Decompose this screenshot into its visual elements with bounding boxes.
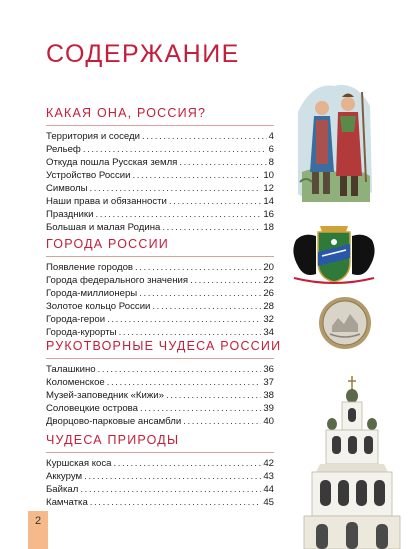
dot-leader [139,287,261,300]
toc-entry-page: 8 [268,157,274,168]
toc-entry-page: 26 [263,288,274,299]
section-heading: ГОРОДА РОССИИ [46,237,274,257]
toc-entry-title: Золотое кольцо России [46,301,151,312]
toc-entry [46,389,274,402]
dot-leader [95,208,261,221]
toc-entry [46,415,274,428]
toc-entry-page: 14 [263,196,274,207]
dot-leader [107,313,261,326]
toc-entry [46,300,274,313]
toc-entry-title: Байкал [46,484,79,495]
toc-entry [46,261,274,274]
toc-entry-page: 16 [263,209,274,220]
dot-leader [135,261,261,274]
toc-entry-title: Коломенское [46,377,105,388]
dot-leader [142,130,267,143]
toc-entry-page: 34 [263,327,274,338]
toc-entry-page: 22 [263,275,274,286]
toc-entry-page: 6 [268,144,274,155]
dot-leader [113,457,261,470]
toc-entry-title: Дворцово-парковые ансамбли [46,416,182,427]
toc-entry-title: Праздники [46,209,94,220]
toc-section-russia [46,106,274,234]
dot-leader [183,415,261,428]
toc-entry-title: Территория и соседи [46,131,141,142]
toc-entry-title: Наши права и обязанности [46,196,167,207]
toc-entry [46,470,274,483]
toc-entry-title: Соловецкие острова [46,403,138,414]
toc-section-cities [46,237,274,339]
dot-leader [190,274,261,287]
toc-entry-title: Символы [46,183,88,194]
section-heading: РУКОТВОРНЫЕ ЧУДЕСА РОССИИ [46,339,274,359]
toc-entry-title: Большая и малая Родина [46,222,161,233]
toc-entry-page: 40 [263,416,274,427]
toc-entry-title: Города-миллионеры [46,288,138,299]
dot-leader [179,156,266,169]
dot-leader [84,470,261,483]
dot-leader [90,182,262,195]
toc-entry-page: 37 [263,377,274,388]
toc-entry-title: Появление городов [46,262,134,273]
toc-entry-page: 18 [263,222,274,233]
dot-leader [90,496,262,509]
toc-entry [46,143,274,156]
toc-entry [46,287,274,300]
toc-entry [46,208,274,221]
toc-section-nature [46,433,274,509]
toc-entry-title: Рельеф [46,144,81,155]
toc-list [46,363,274,428]
toc-entry [46,130,274,143]
toc-entry-page: 38 [263,390,274,401]
coat-of-arms-illustration [286,222,382,288]
toc-entry-title: Куршская коса [46,458,112,469]
dot-leader [80,483,261,496]
dot-leader [119,326,262,339]
knights-illustration [292,72,376,212]
section-heading: КАКАЯ ОНА, РОССИЯ? [46,106,274,126]
dot-leader [107,376,262,389]
toc-entry-page: 39 [263,403,274,414]
bell-tower-illustration [296,372,408,549]
toc-entry [46,274,274,287]
toc-entry-title: Откуда пошла Русская земля [46,157,178,168]
dot-leader [98,363,262,376]
dot-leader [140,402,261,415]
toc-entry-title: Музей-заповедник «Кижи» [46,390,164,401]
dot-leader [132,169,261,182]
page-number-tab [28,511,48,549]
toc-entry-title: Камчатка [46,497,88,508]
toc-entry [46,496,274,509]
toc-entry-title: Города-герои [46,314,106,325]
toc-entry-page: 12 [263,183,274,194]
toc-entry-page: 10 [263,170,274,181]
toc-entry [46,221,274,234]
toc-entry-page: 32 [263,314,274,325]
toc-entry-page: 28 [263,301,274,312]
toc-entry-page: 20 [263,262,274,273]
toc-entry [46,156,274,169]
toc-entry [46,483,274,496]
dot-leader [162,221,261,234]
toc-entry [46,195,274,208]
toc-entry [46,376,274,389]
coin-illustration [318,296,372,350]
dot-leader [152,300,261,313]
dot-leader [83,143,267,156]
toc-entry-page: 4 [268,131,274,142]
toc-entry-title: Города федерального значения [46,275,189,286]
toc-list [46,457,274,509]
toc-entry-page: 42 [263,458,274,469]
toc-section-wonders [46,339,282,428]
toc-entry [46,363,274,376]
toc-entry [46,326,274,339]
page-number: 2 [34,515,42,527]
toc-entry [46,313,274,326]
toc-list [46,130,274,234]
toc-entry [46,182,274,195]
toc-entry-title: Талашкино [46,364,96,375]
toc-list [46,261,274,339]
toc-entry [46,402,274,415]
toc-entry-page: 45 [263,497,274,508]
toc-entry-page: 44 [263,484,274,495]
toc-entry-title: Города-курорты [46,327,117,338]
page-title: СОДЕРЖАНИЕ [46,40,240,68]
dot-leader [166,389,261,402]
toc-entry-page: 36 [263,364,274,375]
toc-entry-title: Аккурум [46,471,83,482]
toc-entry [46,457,274,470]
section-heading: ЧУДЕСА ПРИРОДЫ [46,433,274,453]
toc-entry-page: 43 [263,471,274,482]
toc-entry [46,169,274,182]
toc-entry-title: Устройство России [46,170,131,181]
dot-leader [169,195,261,208]
